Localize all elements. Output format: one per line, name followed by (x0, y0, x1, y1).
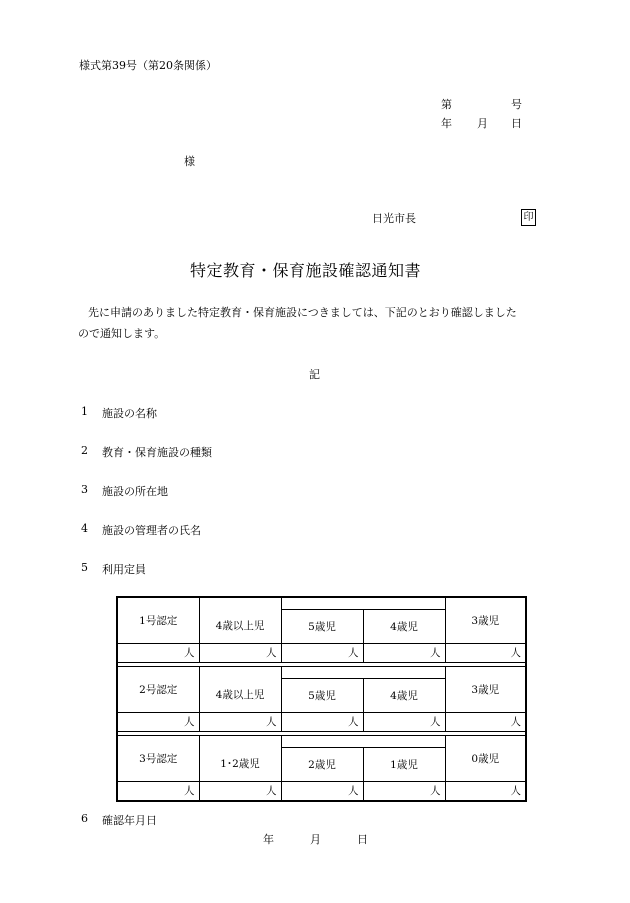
date-year: 年 (441, 117, 452, 130)
cert3-age-c2: 2歳児 (281, 747, 363, 781)
item-number: 6 (81, 812, 88, 825)
cert1-label: 1号認定 (117, 597, 199, 643)
cert2-age-c4: 3歳児 (445, 666, 526, 712)
cert2-label: 2号認定 (117, 666, 199, 712)
sender-name: 日光市長 (372, 212, 416, 225)
unit-cell: 人 (281, 712, 363, 731)
item-number: 3 (81, 483, 88, 496)
doc-no-suffix: 号 (511, 98, 522, 111)
date-day: 日 (511, 117, 522, 130)
cert2-age-c2: 5歳児 (281, 678, 363, 712)
seal-mark: 印 (521, 209, 536, 226)
item-label: 教育・保育施設の種類 (102, 446, 212, 459)
item-label: 利用定員 (102, 563, 146, 576)
confirm-date-year: 年 (263, 833, 274, 846)
cert3-age-c4: 0歳児 (445, 735, 526, 781)
date-month: 月 (477, 117, 488, 130)
unit-cell: 人 (199, 781, 281, 801)
cert2-age-c3: 4歳児 (363, 678, 445, 712)
unit-cell: 人 (445, 781, 526, 801)
body-line-2: ので通知します。 (78, 327, 166, 340)
item-label: 施設の名称 (102, 407, 157, 420)
unit-cell: 人 (281, 643, 363, 662)
item-label: 確認年月日 (102, 814, 157, 827)
addressee-suffix: 様 (184, 155, 195, 168)
unit-cell: 人 (445, 712, 526, 731)
form-number: 様式第39号（第20条関係） (79, 59, 217, 72)
cert1-age-c3: 4歳児 (363, 609, 445, 643)
item-label: 施設の管理者の氏名 (102, 524, 201, 537)
unit-cell: 人 (445, 643, 526, 662)
unit-cell: 人 (363, 643, 445, 662)
cert1-age-c4: 3歳児 (445, 597, 526, 643)
confirm-date-month: 月 (310, 833, 321, 846)
unit-cell: 人 (199, 643, 281, 662)
unit-cell: 人 (117, 712, 199, 731)
unit-cell: 人 (117, 781, 199, 801)
cert3-age-c3: 1歳児 (363, 747, 445, 781)
unit-cell: 人 (363, 712, 445, 731)
document-title: 特定教育・保育施設確認通知書 (190, 261, 422, 280)
confirm-date-day: 日 (357, 833, 368, 846)
body-line-1: 先に申請のありました特定教育・保育施設につきましては、下記のとおり確認しました (88, 306, 517, 319)
item-number: 1 (81, 405, 88, 418)
unit-cell: 人 (199, 712, 281, 731)
capacity-table (116, 596, 527, 802)
cert3-age-c1: 1･2歳児 (199, 747, 281, 781)
cert3-label: 3号認定 (117, 735, 199, 781)
doc-no-prefix: 第 (441, 98, 452, 111)
unit-cell: 人 (281, 781, 363, 801)
cert2-age-c1: 4歳以上児 (199, 678, 281, 712)
item-label: 施設の所在地 (102, 485, 168, 498)
ki-heading: 記 (309, 368, 320, 381)
unit-cell: 人 (363, 781, 445, 801)
cert1-age-c1: 4歳以上児 (199, 609, 281, 643)
unit-cell: 人 (117, 643, 199, 662)
item-number: 4 (81, 522, 88, 535)
cert1-age-c2: 5歳児 (281, 609, 363, 643)
item-number: 5 (81, 561, 88, 574)
item-number: 2 (81, 444, 88, 457)
